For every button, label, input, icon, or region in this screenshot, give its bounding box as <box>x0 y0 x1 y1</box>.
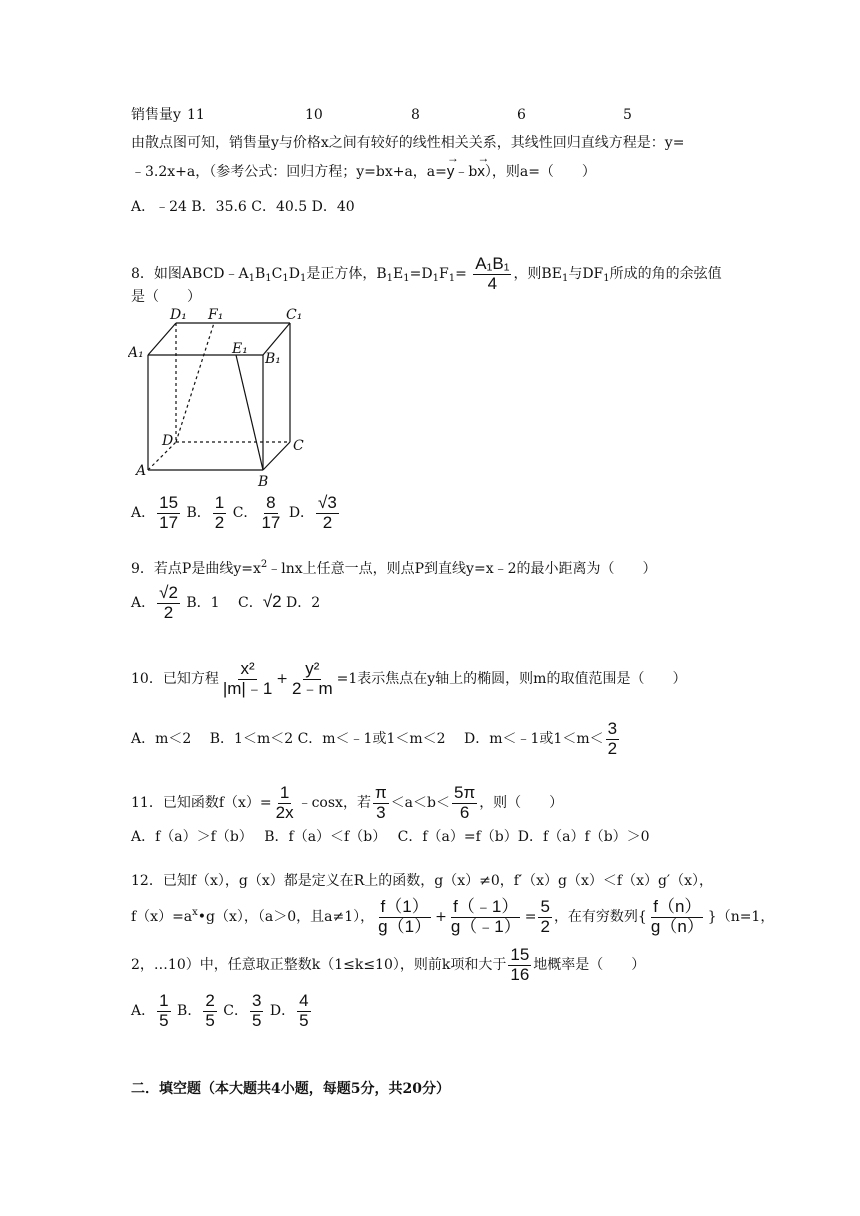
fraction <box>259 494 282 532</box>
label-a: A <box>136 463 147 479</box>
numerator: A₁B₁ <box>475 254 510 273</box>
fraction <box>373 784 389 822</box>
q9-text: ﹣lnx上任意一点，则点P到直线y=x﹣2的最小距离为（ ） <box>267 561 657 577</box>
q8-text: E <box>393 266 404 283</box>
subscript: 1 <box>282 273 289 285</box>
q10-options <box>131 720 621 758</box>
fraction <box>508 946 531 984</box>
segment-be1 <box>236 355 263 470</box>
option-label: C． <box>238 595 263 612</box>
q7-line2-b: ﹣b <box>454 164 478 180</box>
numerator: 1 <box>214 493 225 512</box>
q8-text: ，则BE <box>513 266 562 283</box>
option-label: A． <box>131 505 156 522</box>
option-label: B． <box>177 1003 202 1020</box>
q10-text: 10．已知方程 <box>131 671 219 688</box>
q8-text: 是正方体，B <box>306 266 387 283</box>
q12-options <box>131 992 313 1030</box>
fraction <box>538 898 551 936</box>
numerator: 1 <box>279 783 290 802</box>
numerator: 15 <box>510 945 530 964</box>
fraction <box>297 992 310 1030</box>
table-label: 销售量y <box>131 107 181 123</box>
superscript: x <box>192 907 198 919</box>
q8-text: 与DF <box>568 266 604 283</box>
numerator: f（n） <box>653 897 702 916</box>
option-label: B．1 <box>186 595 220 612</box>
numerator: 5 <box>540 897 550 916</box>
denominator: 17 <box>261 512 281 532</box>
option-label: D．2 <box>286 595 321 612</box>
numerator: π <box>374 783 387 802</box>
numerator: 8 <box>266 493 276 512</box>
q10-options-text: A．m＜2 B．1＜m＜2 C．m＜﹣1或1＜m＜2 D．m＜﹣1或1＜m＜ <box>131 731 604 748</box>
numerator: x² <box>240 659 255 678</box>
denominator: g（n） <box>650 916 704 936</box>
fraction <box>250 992 263 1030</box>
q7-line2-c: ），则a=（ ） <box>484 164 596 180</box>
fraction <box>221 660 274 698</box>
edge-bc <box>263 442 290 470</box>
cube-figure <box>128 305 328 490</box>
q7-text-line1: 由散点图可知，销售量y与价格x之间有较好的线性相关关系，其线性回归直线方程是：y= <box>131 135 685 151</box>
q8-text: F <box>439 266 449 283</box>
denominator: 5 <box>251 1010 262 1030</box>
denominator: 2 <box>163 602 174 622</box>
denominator: g（﹣1） <box>450 916 521 936</box>
numerator: f（﹣1） <box>453 897 519 916</box>
vector-y: → y <box>447 164 455 179</box>
table-value: 11 <box>187 107 205 123</box>
subscript: 1 <box>432 273 439 285</box>
edge-a1d1 <box>148 323 176 355</box>
table-value: 5 <box>623 107 632 123</box>
q8-text: 8．如图ABCD﹣A <box>131 266 249 283</box>
fraction <box>157 584 180 622</box>
q8-text: = <box>455 266 467 283</box>
q10-text: =1表示焦点在y轴上的椭圆，则m的取值范围是（ ） <box>336 671 687 688</box>
denominator: 2 <box>540 916 550 936</box>
fraction <box>376 898 433 936</box>
numerator: 4 <box>299 991 309 1010</box>
numerator: √2 <box>159 583 178 602</box>
subscript: 1 <box>300 273 307 285</box>
label-c1: C₁ <box>286 307 303 323</box>
vector-x: → x <box>477 164 485 179</box>
denominator: 5 <box>205 1010 215 1030</box>
fraction <box>316 494 339 532</box>
option-label: D． <box>269 1003 296 1020</box>
denominator: 5 <box>299 1010 309 1030</box>
subscript: 1 <box>248 273 255 285</box>
denominator: 17 <box>159 512 179 532</box>
subscript: 1 <box>603 273 610 285</box>
q12-text: •g（x），（a＞0，且a≠1）， <box>197 909 375 926</box>
denominator: 2x <box>275 802 294 822</box>
q8-options <box>131 494 341 532</box>
denominator: 2 <box>214 512 225 532</box>
fraction <box>290 660 335 698</box>
q8-text: C <box>271 266 283 283</box>
q12-line2 <box>131 898 774 936</box>
q9-text: 9．若点P是曲线y=x <box>131 561 261 577</box>
label-e1: E₁ <box>232 341 248 357</box>
fraction <box>274 784 296 822</box>
q11-question <box>131 784 563 822</box>
label-f1: F₁ <box>208 307 224 323</box>
denominator: 3 <box>376 802 386 822</box>
q12-text: f（x）=a <box>131 909 193 926</box>
q11-text: ﹣cosx，若 <box>297 795 371 812</box>
fraction <box>213 494 226 532</box>
fraction <box>452 784 477 822</box>
denominator: 2 <box>322 512 333 532</box>
subscript: 1 <box>403 273 410 285</box>
subscript: 1 <box>561 273 569 285</box>
option-label: A． <box>131 1003 156 1020</box>
fraction <box>157 992 170 1030</box>
q7-text-line2 <box>131 164 596 179</box>
subscript: 1 <box>448 273 456 285</box>
numerator: y² <box>305 659 320 678</box>
q12-text: }（n=1， <box>707 909 775 926</box>
superscript: 2 <box>260 559 268 570</box>
fraction <box>606 720 619 758</box>
numerator: 2 <box>205 991 215 1010</box>
numerator: 3 <box>251 991 262 1010</box>
q8-line2: 是（ ） <box>131 289 201 305</box>
denominator: 2﹣m <box>292 678 333 698</box>
label-d: D <box>162 433 174 449</box>
denominator: g（1） <box>378 916 432 936</box>
numerator: 5π <box>454 783 476 802</box>
plus-sign: + <box>435 909 447 926</box>
q12-text: 地概率是（ ） <box>533 957 646 974</box>
segment-df1 <box>176 323 214 442</box>
fraction <box>473 255 511 293</box>
equals-sign: = <box>524 909 537 926</box>
label-b: B <box>258 474 269 490</box>
q11-text: 11．已知函数f（x）= <box>131 795 272 812</box>
denominator: 5 <box>159 1010 169 1030</box>
label-a1: A₁ <box>128 345 144 361</box>
q10-question <box>131 660 686 698</box>
q11-text: ，则（ ） <box>479 795 564 812</box>
subscript: 1 <box>386 273 394 285</box>
sqrt-expression: √2 <box>262 592 282 612</box>
q9-options <box>131 584 320 622</box>
denominator: 6 <box>459 802 470 822</box>
table-value: 6 <box>517 107 526 123</box>
q7-line2-a: ﹣3.2x+a，（参考公式：回归方程；y=bx+a，a= <box>131 164 447 180</box>
denominator: 16 <box>510 964 530 984</box>
denominator: |m|﹣1 <box>222 678 273 698</box>
q12-text: ，在有穷数列{ <box>553 909 647 926</box>
fraction <box>649 898 706 936</box>
table-value: 8 <box>411 107 420 123</box>
option-label: A． <box>131 595 156 612</box>
fraction <box>157 494 180 532</box>
q8-question <box>131 255 722 293</box>
numerator: 1 <box>159 991 169 1010</box>
label-d1: D₁ <box>170 307 187 323</box>
denominator: 4 <box>487 273 498 293</box>
label-c: C <box>293 438 304 454</box>
q11-options: A．f（a）＞f（b） B．f（a）＜f（b） C．f（a）=f（b）D．f（a）f（b）＞0 <box>131 829 650 845</box>
q9-question <box>131 560 657 576</box>
table-value: 10 <box>305 107 323 123</box>
fraction <box>449 898 523 936</box>
numerator: f（1） <box>380 897 429 916</box>
option-label: C． <box>232 505 258 522</box>
numerator: √3 <box>318 493 337 512</box>
label-b1: B₁ <box>265 351 281 367</box>
q8-text: =D <box>409 266 433 283</box>
q8-text: 所成的角的余弦值 <box>609 266 722 283</box>
fraction <box>203 992 216 1030</box>
denominator: 2 <box>607 738 618 758</box>
option-label: B． <box>186 505 211 522</box>
subscript: 1 <box>265 273 272 285</box>
q7-options: A．﹣24 B．35.6 C．40.5 D．40 <box>131 199 355 215</box>
section-heading: 二．填空题（本大题共4小题，每题5分，共20分） <box>131 1081 450 1097</box>
option-label: D． <box>288 505 315 522</box>
q8-text: B <box>255 266 266 283</box>
plus-sign: + <box>276 671 289 688</box>
q12-line1: 12．已知f（x），g（x）都是定义在R上的函数，g（x）≠0，f′（x）g（x）＜f（x）g′（x）， <box>131 873 714 889</box>
numerator: 3 <box>607 719 618 738</box>
q11-text: ＜a＜b＜ <box>390 795 450 812</box>
q8-text: D <box>288 266 300 283</box>
q12-text: 2，…10）中，任意取正整数k（1≤k≤10），则前k项和大于 <box>131 957 507 974</box>
q12-line3 <box>131 946 645 984</box>
option-label: C． <box>223 1003 248 1020</box>
numerator: 15 <box>159 493 179 512</box>
